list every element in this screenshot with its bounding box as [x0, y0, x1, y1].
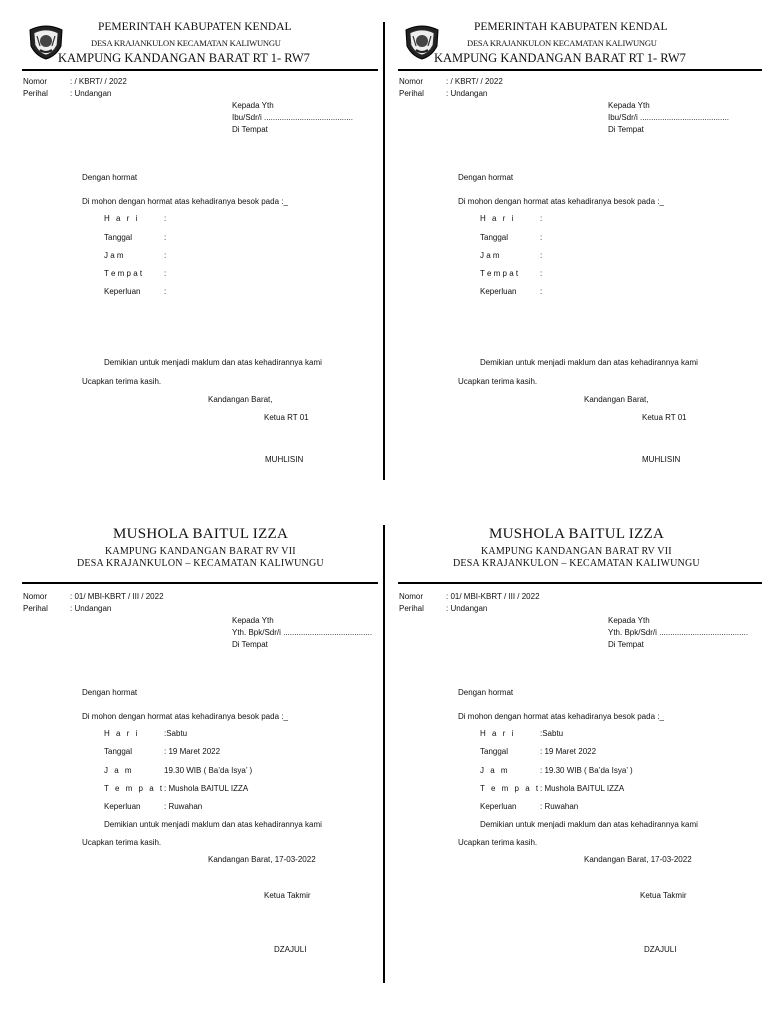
- closing-text: Demikian untuk menjadi maklum dan atas kehadirannya kami: [480, 358, 698, 367]
- field-tempat-label: T e m p a t: [104, 269, 143, 278]
- perihal-value: : Undangan: [446, 89, 488, 98]
- place-date: Kandangan Barat, 17-03-2022: [208, 855, 316, 864]
- kepada-yth: Kepada Yth: [232, 616, 274, 625]
- header-line3: DESA KRAJANKULON – KECAMATAN KALIWUNGU: [453, 558, 700, 569]
- nomor-label: Nomor: [399, 592, 424, 601]
- perihal-label: Perihal: [399, 89, 424, 98]
- field-hari-label: H a r i: [104, 214, 140, 223]
- header-rule: [398, 582, 762, 584]
- field-tempat-value: : Mushola BAITUL IZZA: [164, 784, 249, 793]
- nomor-label: Nomor: [23, 77, 48, 86]
- field-tanggal-value: : 19 Maret 2022: [164, 747, 221, 756]
- signer-role: Ketua RT 01: [264, 413, 309, 422]
- field-tanggal-value: :: [540, 233, 543, 242]
- field-tanggal-label: Tanggal: [480, 747, 509, 756]
- intro-text: Di mohon dengan hormat atas kehadiranya besok pada :_: [82, 197, 288, 206]
- letter-mushola-left: [0, 514, 384, 1004]
- di-tempat: Di Tempat: [608, 125, 644, 134]
- header-line3: KAMPUNG KANDANGAN BARAT RT 1- RW7: [434, 51, 686, 65]
- di-tempat: Di Tempat: [232, 640, 268, 649]
- header-line2: DESA KRAJANKULON KECAMATAN KALIWUNGU: [467, 38, 657, 48]
- signer-role: Ketua RT 01: [642, 413, 687, 422]
- thanks-text: Ucapkan terima kasih.: [458, 838, 538, 847]
- header-rule: [22, 69, 378, 71]
- field-tanggal-label: Tanggal: [104, 233, 133, 242]
- field-keperluan-value: : Ruwahan: [540, 802, 579, 811]
- perihal-value: : Undangan: [446, 604, 488, 613]
- field-tempat-value: :: [164, 269, 167, 278]
- field-tempat-label: T e m p a t: [480, 269, 519, 278]
- header-line3: DESA KRAJANKULON – KECAMATAN KALIWUNGU: [77, 558, 324, 569]
- header-line1: MUSHOLA BAITUL IZZA: [489, 526, 665, 542]
- field-hari-label: H a r i: [480, 214, 516, 223]
- field-hari-value: :: [540, 214, 543, 223]
- recipient: Ibu/Sdr/i ........................................: [608, 113, 729, 122]
- signer-name: DZAJULI: [274, 945, 307, 954]
- header-line2: KAMPUNG KANDANGAN BARAT RV VII: [481, 546, 672, 557]
- header-line3: KAMPUNG KANDANGAN BARAT RT 1- RW7: [58, 51, 310, 65]
- greeting: Dengan hormat: [458, 688, 514, 697]
- nomor-value: : / KBRT/ / 2022: [446, 77, 503, 86]
- recipient: Yth. Bpk/Sdr/i ........................................: [608, 628, 749, 637]
- closing-text: Demikian untuk menjadi maklum dan atas kehadirannya kami: [104, 820, 322, 829]
- nomor-label: Nomor: [399, 77, 424, 86]
- nomor-label: Nomor: [23, 592, 48, 601]
- field-hari-label: H a r i: [480, 729, 516, 738]
- intro-text: Di mohon dengan hormat atas kehadiranya besok pada :_: [458, 197, 664, 206]
- kepada-yth: Kepada Yth: [232, 101, 274, 110]
- field-jam-value: : 19.30 WIB ( Ba’da Isya’ ): [540, 766, 633, 775]
- field-jam-value: :: [164, 251, 167, 260]
- field-tanggal-value: :: [164, 233, 167, 242]
- kepada-yth: Kepada Yth: [608, 616, 650, 625]
- header-line2: DESA KRAJANKULON KECAMATAN KALIWUNGU: [91, 38, 281, 48]
- field-hari-value: :: [164, 214, 167, 223]
- header-rule: [22, 582, 378, 584]
- thanks-text: Ucapkan terima kasih.: [458, 377, 538, 386]
- signer-role: Ketua Takmir: [640, 891, 687, 900]
- thanks-text: Ucapkan terima kasih.: [82, 838, 162, 847]
- di-tempat: Di Tempat: [608, 640, 644, 649]
- header-line2: KAMPUNG KANDANGAN BARAT RV VII: [105, 546, 296, 557]
- header-line1: PEMERINTAH KABUPATEN KENDAL: [98, 21, 292, 33]
- field-keperluan-label: Keperluan: [104, 287, 141, 296]
- nomor-value: : / KBRT/ / 2022: [70, 77, 127, 86]
- place-date: Kandangan Barat, 17-03-2022: [584, 855, 692, 864]
- perihal-value: : Undangan: [70, 604, 112, 613]
- header-line1: MUSHOLA BAITUL IZZA: [113, 526, 289, 542]
- closing-text: Demikian untuk menjadi maklum dan atas kehadirannya kami: [104, 358, 322, 367]
- closing-text: Demikian untuk menjadi maklum dan atas kehadirannya kami: [480, 820, 698, 829]
- greeting: Dengan hormat: [458, 173, 514, 182]
- field-hari-value: :Sabtu: [164, 729, 188, 738]
- nomor-value: : 01/ MBI-KBRT / III / 2022: [446, 592, 540, 601]
- greeting: Dengan hormat: [82, 688, 138, 697]
- field-hari-value: :Sabtu: [540, 729, 564, 738]
- field-keperluan-label: Keperluan: [480, 802, 517, 811]
- header-line1: PEMERINTAH KABUPATEN KENDAL: [474, 21, 668, 33]
- field-tanggal-label: Tanggal: [480, 233, 509, 242]
- field-jam-label: J a m: [104, 251, 124, 260]
- recipient: Yth. Bpk/Sdr/i ........................................: [232, 628, 373, 637]
- field-jam-label: J a m: [104, 766, 134, 775]
- field-tanggal-value: : 19 Maret 2022: [540, 747, 597, 756]
- field-jam-label: J a m: [480, 766, 510, 775]
- letter-rt-right: [376, 0, 760, 490]
- di-tempat: Di Tempat: [232, 125, 268, 134]
- field-tempat-label: T e m p a t: [104, 784, 165, 793]
- greeting: Dengan hormat: [82, 173, 138, 182]
- signer-name: MUHLISIN: [642, 455, 681, 464]
- header-rule: [398, 69, 762, 71]
- field-keperluan-label: Keperluan: [104, 802, 141, 811]
- field-tempat-value: : Mushola BAITUL IZZA: [540, 784, 625, 793]
- place-date: Kandangan Barat,: [208, 395, 273, 404]
- signer-name: DZAJULI: [644, 945, 677, 954]
- perihal-label: Perihal: [23, 604, 48, 613]
- field-tempat-value: :: [540, 269, 543, 278]
- field-tempat-label: T e m p a t: [480, 784, 541, 793]
- signer-name: MUHLISIN: [265, 455, 304, 464]
- field-jam-value: :: [540, 251, 543, 260]
- thanks-text: Ucapkan terima kasih.: [82, 377, 162, 386]
- place-date: Kandangan Barat,: [584, 395, 649, 404]
- field-keperluan-value: :: [540, 287, 543, 296]
- intro-text: Di mohon dengan hormat atas kehadiranya besok pada :_: [458, 712, 664, 721]
- perihal-label: Perihal: [399, 604, 424, 613]
- letter-mushola-right: [376, 514, 760, 1004]
- kepada-yth: Kepada Yth: [608, 101, 650, 110]
- field-jam-value: 19.30 WIB ( Ba’da Isya’ ): [164, 766, 253, 775]
- field-keperluan-label: Keperluan: [480, 287, 517, 296]
- field-jam-label: J a m: [480, 251, 500, 260]
- field-hari-label: H a r i: [104, 729, 140, 738]
- perihal-value: : Undangan: [70, 89, 112, 98]
- field-keperluan-value: : Ruwahan: [164, 802, 203, 811]
- intro-text: Di mohon dengan hormat atas kehadiranya besok pada :_: [82, 712, 288, 721]
- recipient: Ibu/Sdr/i ........................................: [232, 113, 353, 122]
- field-keperluan-value: :: [164, 287, 167, 296]
- perihal-label: Perihal: [23, 89, 48, 98]
- letter-rt-left: [0, 0, 384, 490]
- field-tanggal-label: Tanggal: [104, 747, 133, 756]
- signer-role: Ketua Takmir: [264, 891, 311, 900]
- nomor-value: : 01/ MBI-KBRT / III / 2022: [70, 592, 164, 601]
